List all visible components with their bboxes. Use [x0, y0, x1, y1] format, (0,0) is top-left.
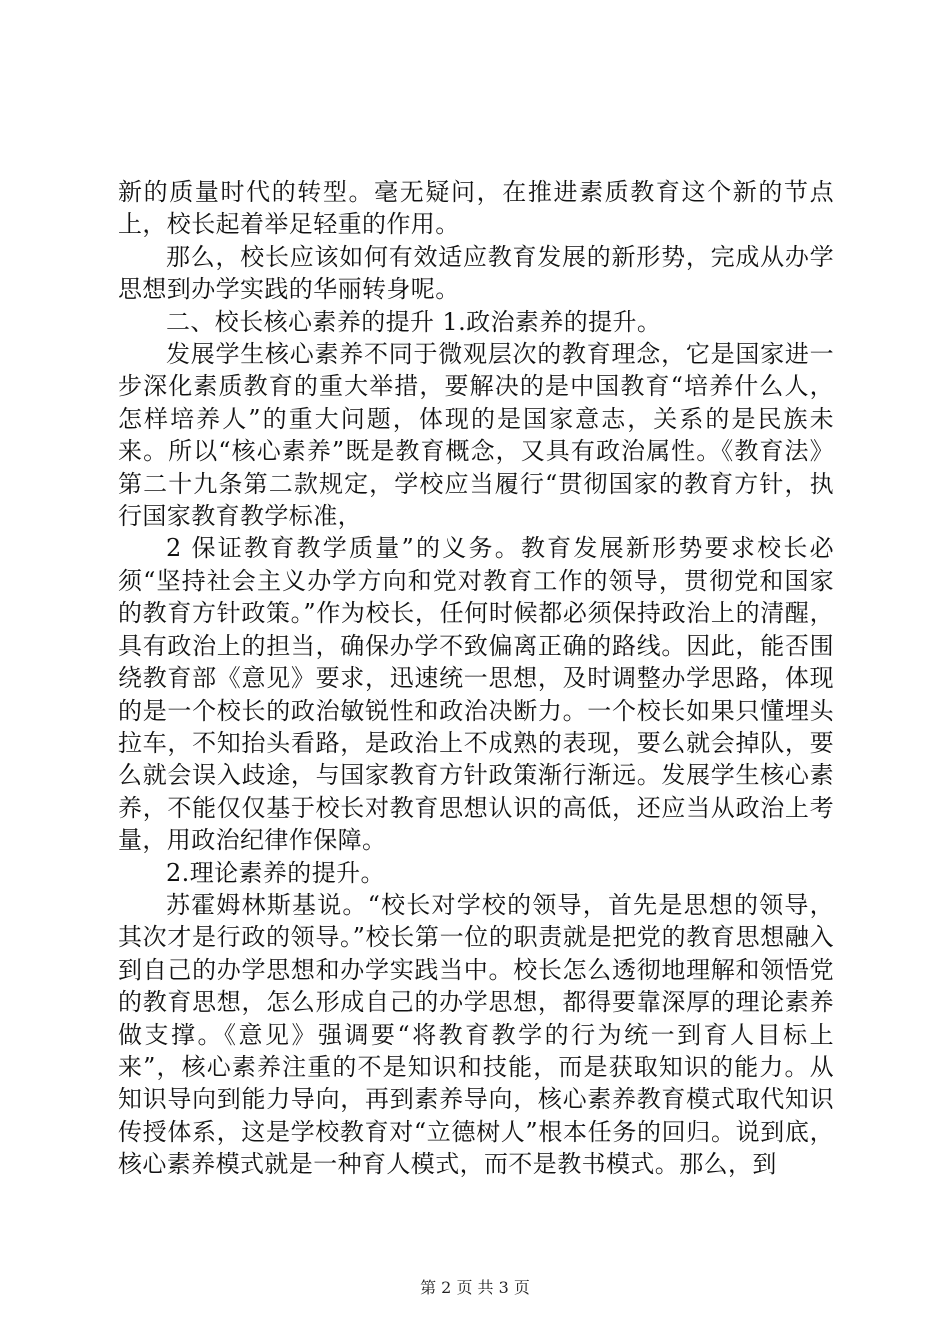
- paragraph-1: 新的质量时代的转型。毫无疑问，在推进素质教育这个新的节点上，校长起着举足轻重的作用。: [118, 178, 834, 239]
- paragraph-4: 2 保证教育教学质量”的义务。教育发展新形势要求校长必须“坚持社会主义办学方向和党对教育工作的领导，贯彻党和国家的教育方针政策。”作为校长，任何时候都必须保持政治上的清醒，具有政治上的担当，确保办学不致偏离正确的路线。因此，能否围绕教育部《意见》要求，迅速统一思想，及时调整办学思路，体现的是一个校长的政治敏锐性和政治决断力。一个校长如果只懂埋头拉车，不知抬头看路，是政治上不成熟的表现，要么就会掉队，要么就会误入歧途，与国家教育方针政策渐行渐远。发展学生核心素养，不能仅仅基于校长对教育思想认识的高低，还应当从政治上考量，用政治纪律作保障。: [118, 534, 834, 855]
- document-body: [118, 176, 834, 1181]
- section-heading-political: 二、校长核心素养的提升 1.政治素养的提升。: [166, 307, 662, 336]
- paragraph-5: 苏霍姆林斯基说。“校长对学校的领导，首先是思想的领导，其次才是行政的领导。”校长第一位的职责就是把党的教育思想融入到自己的办学思想和办学实践当中。校长怎么透彻地理解和领悟党的教育思想，怎么形成自己的办学思想，都得要靠深厚的理论素养做支撑。《意见》强调要“将教育教学的行为统一到育人目标上来”，核心素养注重的不是知识和技能，而是获取知识的能力。从知识导向到能力导向，再到素养导向，核心素养教育模式取代知识传授体系，这是学校教育对“立德树人”根本任务的回归。说到底，核心素养模式就是一种育人模式，而不是教书模式。那么，到: [118, 890, 834, 1179]
- page-footer: 第 2 页 共 3 页: [420, 1278, 530, 1297]
- paragraph-3: 发展学生核心素养不同于微观层次的教育理念，它是国家进一步深化素质教育的重大举措，要解决的是中国教育“培养什么人，怎样培养人”的重大问题，体现的是国家意志，关系的是民族未来。所以“核心素养”既是教育概念，又具有政治属性。《教育法》第二十九条第二款规定，学校应当履行“贯彻国家的教育方针，执行国家教育教学标准，: [118, 340, 834, 531]
- section-heading-theory: 2.理论素养的提升。: [166, 858, 385, 887]
- paragraph-2: 那么，校长应该如何有效适应教育发展的新形势，完成从办学思想到办学实践的华丽转身呢。: [118, 242, 834, 304]
